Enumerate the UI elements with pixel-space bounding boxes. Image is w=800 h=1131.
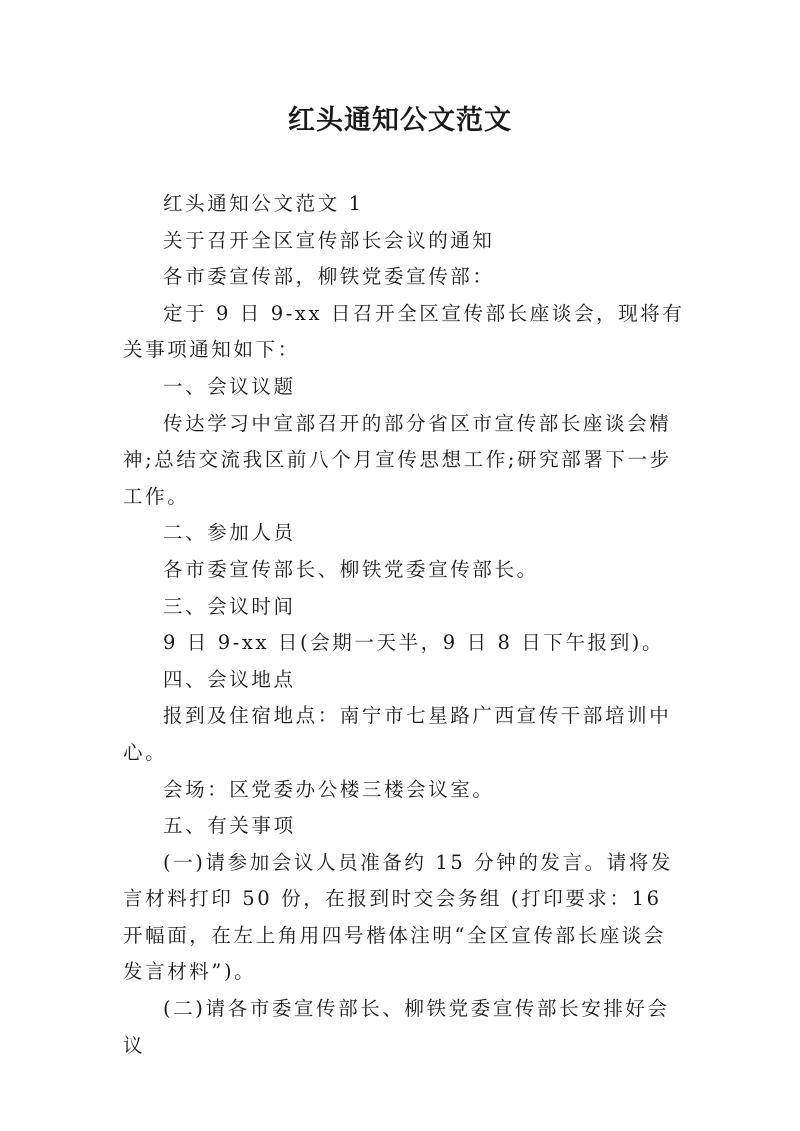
section-heading-topics: 一、会议议题 [163, 374, 296, 398]
paragraph-venue: 会场：区党委办公楼三楼会议室。 [163, 777, 495, 801]
section-heading-location: 四、会议地点 [163, 667, 296, 691]
section-heading-matters: 五、有关事项 [163, 814, 296, 838]
paragraph-topics: 传达学习中宣部召开的部分省区市宣传部长座谈会精神;总结交流我区前八个月宣传思想工作;研究部署下一步工作。 [123, 411, 672, 508]
paragraph-heading: 红头通知公文范文 1 [163, 192, 364, 215]
document-body [123, 186, 685, 1064]
section-heading-participants: 二、参加人员 [163, 521, 296, 545]
document-title: 红头通知公文范文 [288, 105, 512, 136]
paragraph-participants: 各市委宣传部长、柳铁党委宣传部长。 [163, 557, 539, 581]
paragraph-time: 9 日 9-xx 日(会期一天半，9 日 8 日下午报到)。 [163, 631, 665, 655]
section-heading-time: 三、会议时间 [163, 594, 296, 618]
paragraph-matter-1: (一)请参加会议人员准备约 15 分钟的发言。请将发言材料打印 50 份，在报到时交会务组 (打印要求：16 开幅面，在左上角用四号楷体注明“全区宣传部长座谈会发言材料”)。 [123, 850, 674, 984]
paragraph-intro: 定于 9 日 9-xx 日召开全区宣传部长座谈会，现将有关事项通知如下： [123, 301, 685, 362]
paragraph-recipients: 各市委宣传部，柳铁党委宣传部： [163, 265, 495, 289]
paragraph-matter-2: (二)请各市委宣传部长、柳铁党委宣传部长安排好会议 [123, 997, 670, 1057]
paragraph-accommodation: 报到及住宿地点：南宁市七星路广西宣传干部培训中心。 [123, 704, 672, 764]
paragraph-notice-title: 关于召开全区宣传部长会议的通知 [163, 228, 495, 252]
